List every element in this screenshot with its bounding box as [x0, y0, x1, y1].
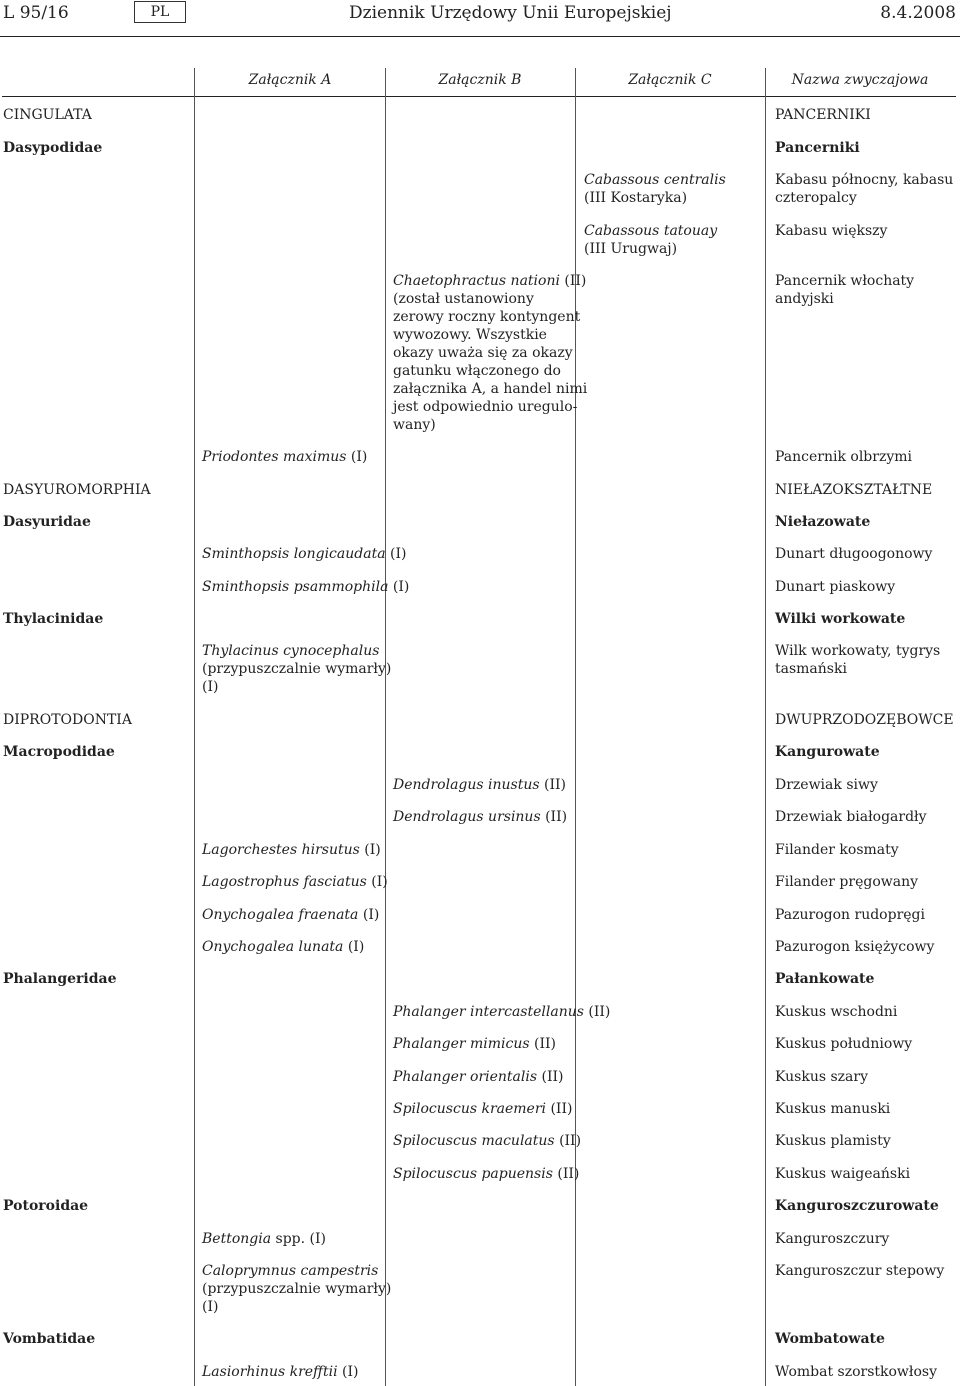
- common-name: Pancernik olbrzymi: [775, 449, 912, 465]
- family-name: Dasyuridae: [3, 514, 91, 530]
- common-name: Dunart piaskowy: [775, 579, 896, 595]
- order-name: CINGULATA: [3, 107, 92, 123]
- annex-a-species: Caloprymnus campestris (przypuszczalnie wymarły) (I): [202, 1263, 392, 1315]
- column-divider: [194, 68, 195, 1386]
- header-rule: [0, 36, 960, 37]
- page-number: L 95/16: [3, 3, 69, 23]
- common-name: Pancernik włochaty andyjski: [775, 273, 915, 307]
- column-divider: [385, 68, 386, 1386]
- annex-a-species: Lagorchestes hirsutus (I): [202, 842, 381, 858]
- common-name: Pazurogon księżycowy: [775, 939, 935, 955]
- annex-a-species: Sminthopsis longicaudata (I): [202, 546, 407, 562]
- common-name: DWUPRZODOZĘBOWCE: [775, 712, 954, 728]
- common-name: Kuskus południowy: [775, 1036, 913, 1052]
- family-name: Dasypodidae: [3, 140, 103, 156]
- annex-a-species: Onychogalea lunata (I): [202, 939, 365, 955]
- common-name: Kuskus manuski: [775, 1101, 891, 1117]
- common-name: Drzewiak białogardły: [775, 809, 927, 825]
- column-header-common: Nazwa zwyczajowa: [791, 72, 929, 88]
- common-name: Kanguroszczurowate: [775, 1198, 939, 1214]
- column-header-c: Załącznik C: [628, 72, 712, 88]
- annex-b-species: Dendrolagus inustus (II): [393, 777, 567, 793]
- annex-b-species: Spilocuscus papuensis (II): [393, 1166, 580, 1182]
- family-name: Potoroidae: [3, 1198, 89, 1214]
- annex-a-species: Onychogalea fraenata (I): [202, 907, 380, 923]
- common-name: Kangurowate: [775, 744, 880, 760]
- family-name: Phalangeridae: [3, 971, 117, 987]
- annex-b-species: Phalanger intercastellanus (II): [393, 1004, 611, 1020]
- common-name: Wombatowate: [775, 1331, 885, 1347]
- order-name: DASYUROMORPHIA: [3, 482, 151, 498]
- common-name: Pancerniki: [775, 140, 860, 156]
- annex-b-species: Spilocuscus maculatus (II): [393, 1133, 582, 1149]
- common-name: Kuskus wschodni: [775, 1004, 898, 1020]
- family-name: Macropodidae: [3, 744, 115, 760]
- common-name: Wilki workowate: [775, 611, 906, 627]
- common-name: Kanguroszczur stepowy: [775, 1263, 945, 1279]
- annex-b-species: Chaetophractus nationi (II) (został ustanowiony zerowy roczny kontyngent wywozowy. Wszystkie okazy uważa się za okazy gatunku włączonego do załącznika A, a handel nimi jest odpowiednio uregulo- wany): [393, 273, 588, 433]
- common-name: Wilk workowaty, tygrys tasmański: [775, 643, 941, 677]
- annex-a-species: Lagostrophus fasciatus (I): [202, 874, 388, 890]
- annex-a-species: Sminthopsis psammophila (I): [202, 579, 410, 595]
- common-name: Kabasu północny, kabasu czteropalcy: [775, 172, 954, 206]
- column-divider: [765, 68, 766, 1386]
- common-name: Drzewiak siwy: [775, 777, 878, 793]
- journal-title: Dziennik Urzędowy Unii Europejskiej: [349, 3, 672, 23]
- common-name: NIEŁAZOKSZTAŁTNE: [775, 482, 933, 498]
- annex-c-species: Cabassous centralis (III Kostaryka): [584, 172, 726, 206]
- common-name: Pałankowate: [775, 971, 875, 987]
- common-name: Pazurogon rudopręgi: [775, 907, 925, 923]
- annex-a-species: Bettongia spp. (I): [202, 1231, 326, 1247]
- annex-a-species: Lasiorhinus krefftii (I): [202, 1364, 359, 1380]
- language-box: PL: [134, 1, 186, 23]
- common-name: Kuskus waigeański: [775, 1166, 911, 1182]
- common-name: Kabasu większy: [775, 223, 888, 239]
- order-name: DIPROTODONTIA: [3, 712, 132, 728]
- common-name: Wombat szorstkowłosy: [775, 1364, 937, 1380]
- annex-a-species: Priodontes maximus (I): [202, 449, 368, 465]
- annex-b-species: Phalanger mimicus (II): [393, 1036, 556, 1052]
- common-name: Filander pręgowany: [775, 874, 919, 890]
- annex-c-species: Cabassous tatouay (III Urugwaj): [584, 223, 718, 257]
- column-header-b: Załącznik B: [438, 72, 522, 88]
- family-name: Vombatidae: [3, 1331, 96, 1347]
- annex-b-species: Spilocuscus kraemeri (II): [393, 1101, 573, 1117]
- common-name: Kanguroszczury: [775, 1231, 890, 1247]
- common-name: PANCERNIKI: [775, 107, 871, 123]
- annex-a-species: Thylacinus cynocephalus (przypuszczalnie wymarły) (I): [202, 643, 392, 695]
- column-header-a: Załącznik A: [248, 72, 332, 88]
- common-name: Dunart długoogonowy: [775, 546, 933, 562]
- column-divider: [575, 68, 576, 1386]
- common-name: Kuskus plamisty: [775, 1133, 891, 1149]
- page-header: [0, 0, 960, 30]
- common-name: Kuskus szary: [775, 1069, 868, 1085]
- common-name: Niełazowate: [775, 514, 871, 530]
- table-header-rule: [2, 96, 956, 97]
- common-name: Filander kosmaty: [775, 842, 899, 858]
- family-name: Thylacinidae: [3, 611, 104, 627]
- journal-date: 8.4.2008: [880, 3, 956, 23]
- annex-b-species: Dendrolagus ursinus (II): [393, 809, 568, 825]
- annex-b-species: Phalanger orientalis (II): [393, 1069, 564, 1085]
